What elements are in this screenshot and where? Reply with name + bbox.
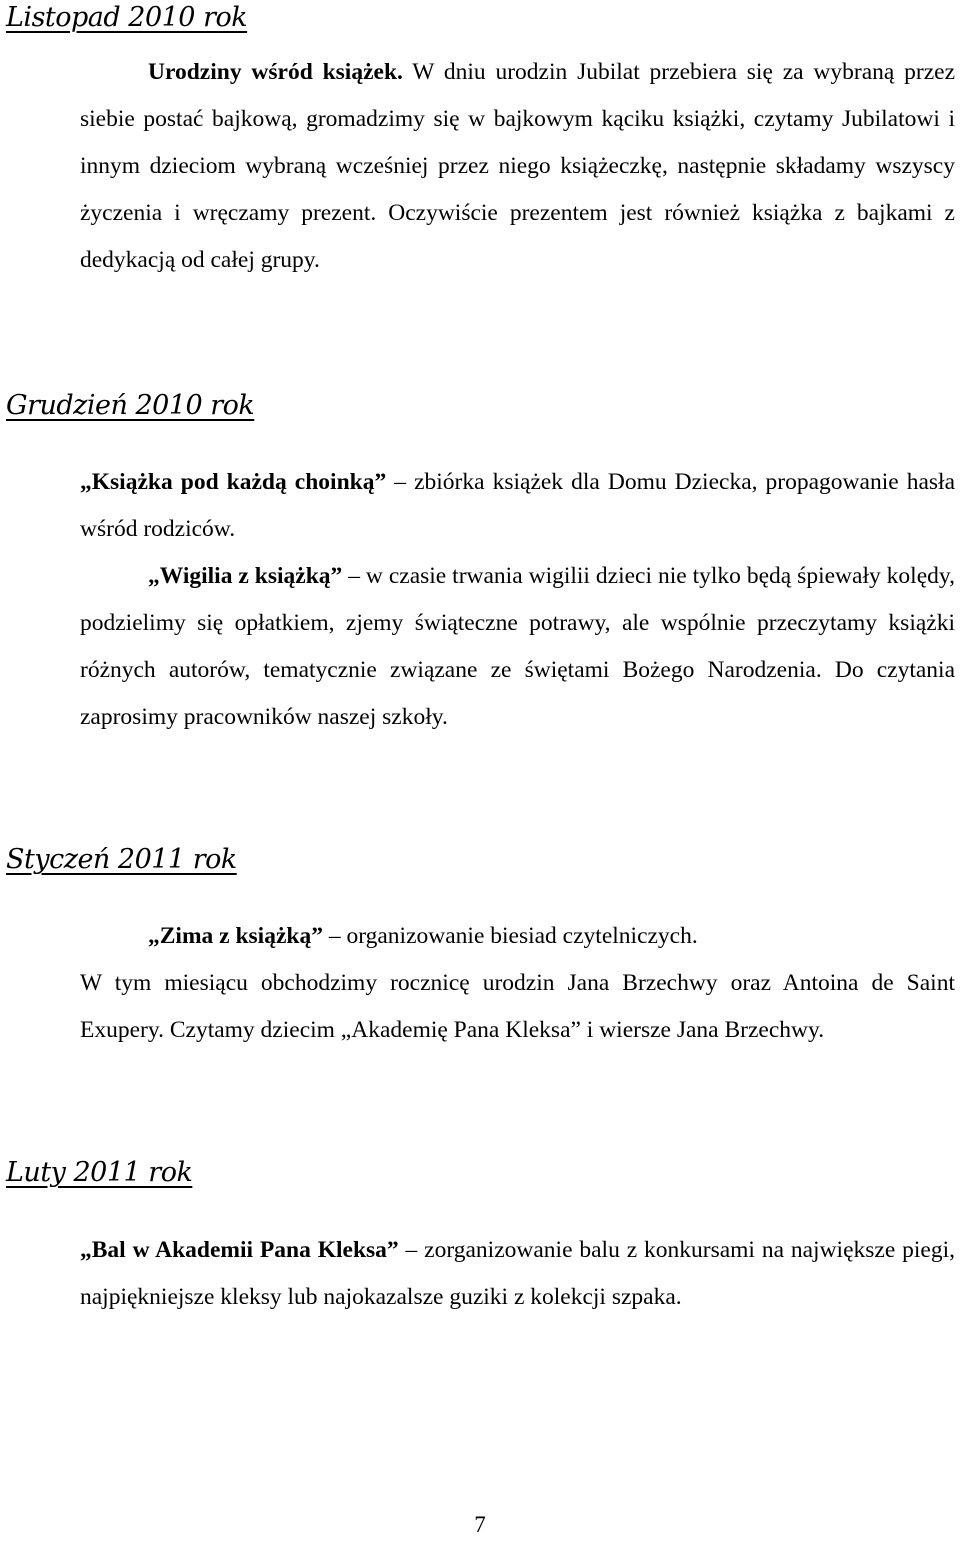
paragraph-urodziny — [80, 49, 955, 284]
paragraph-text: W tym miesiącu obchodzimy rocznicę urodzin Jana Brzechwy oraz Antoina de Saint Exupery. Czytamy dziecim „Akademię Pana Kleksa” i wiersze Jana Brzechwy. — [80, 970, 955, 1043]
paragraph-bal-w-akademii — [80, 1227, 955, 1321]
paragraph-text: W dniu urodzin Jubilat przebiera się za wybraną przez siebie postać bajkową, gromadzimy się w bajkowym kąciku książki, czytamy Jubilatowi i innym dzieciom wybraną wcześniej przez niego książeczkę, następnie składamy wszyscy życzenia i wręczamy prezent. Oczywiście prezentem jest również książka z bajkami z dedykacją od całej grupy. — [80, 59, 955, 273]
heading-text: Styczeń 2011 rok — [6, 844, 237, 875]
paragraph-title: „Zima z książką” — [148, 923, 323, 949]
paragraph-title: „Wigilia z książką” — [148, 563, 343, 589]
page-number: 7 — [474, 1512, 486, 1537]
paragraph-ksiazka-pod-choinka — [80, 459, 955, 553]
heading-text: Listopad 2010 rok — [6, 2, 248, 33]
paragraph-text: – zbiórka książek dla Domu Dziecka, propagowanie hasła wśród rodziców. — [80, 469, 955, 542]
paragraph-title: „Bal w Akademii Pana Kleksa” — [80, 1237, 399, 1263]
paragraph-title: Urodziny wśród książek. — [148, 59, 403, 85]
section-heading-luty-2011 — [6, 1159, 192, 1186]
section-heading-listopad-2010 — [6, 4, 247, 31]
heading-text: Grudzień 2010 rok — [6, 390, 255, 421]
section-heading-grudzien-2010 — [6, 392, 254, 419]
paragraph-text: – w czasie trwania wigilii dzieci nie tylko będą śpiewały kolędy, podzielimy się opłatkiem, zjemy świąteczne potrawy, ale wspólnie przeczytamy książki różnych autorów, tematycznie związane ze świętami Bożego Narodzenia. Do czytania zaprosimy pracowników naszej szkoły. — [80, 563, 955, 730]
heading-text: Luty 2011 rok — [6, 1157, 193, 1188]
paragraph-text: – zorganizowanie balu z konkursami na największe piegi, najpiękniejsze kleksy lub najokazalsze guziki z kolekcji szpaka. — [80, 1237, 956, 1310]
paragraph-rocznica-brzechwy — [80, 960, 955, 1054]
section-heading-styczen-2011 — [6, 846, 237, 873]
paragraph-wigilia-z-ksiazka — [80, 553, 955, 741]
paragraph-zima-z-ksiazka — [80, 913, 955, 960]
paragraph-title: „Książka pod każdą choinką” — [80, 469, 387, 495]
paragraph-text: – organizowanie biesiad czytelniczych. — [322, 923, 698, 949]
